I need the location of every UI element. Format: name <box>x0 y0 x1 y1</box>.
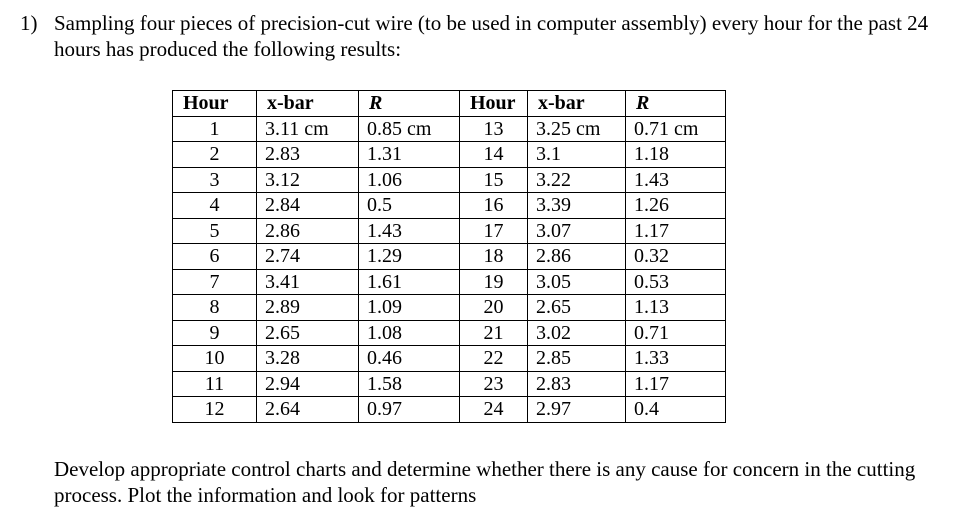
cell-xbar: 2.64 <box>257 397 359 423</box>
cell-r: 1.17 <box>626 371 726 397</box>
cell-r: 1.13 <box>626 295 726 321</box>
table-header-row <box>173 91 726 117</box>
cell-r: 0.32 <box>626 244 726 270</box>
cell-hour: 9 <box>173 320 257 346</box>
cell-hour: 13 <box>460 116 528 142</box>
question-text: Sampling four pieces of precision-cut wire (to be used in computer assembly) every hour for the past 24 hours has produced the following results: <box>54 11 929 61</box>
cell-hour: 1 <box>173 116 257 142</box>
cell-xbar: 2.94 <box>257 371 359 397</box>
cell-hour: 6 <box>173 244 257 270</box>
table-row <box>173 193 726 219</box>
cell-xbar: 3.12 <box>257 167 359 193</box>
cell-xbar: 3.39 <box>528 193 626 219</box>
cell-xbar: 3.25 cm <box>528 116 626 142</box>
cell-hour: 7 <box>173 269 257 295</box>
cell-xbar: 2.65 <box>528 295 626 321</box>
cell-hour: 24 <box>460 397 528 423</box>
cell-r: 1.61 <box>359 269 460 295</box>
cell-xbar: 3.11 cm <box>257 116 359 142</box>
cell-hour: 21 <box>460 320 528 346</box>
cell-xbar: 2.97 <box>528 397 626 423</box>
cell-r: 1.09 <box>359 295 460 321</box>
cell-hour: 10 <box>173 346 257 372</box>
cell-hour: 3 <box>173 167 257 193</box>
table-row <box>173 346 726 372</box>
table-row <box>173 218 726 244</box>
header-r-right: R <box>626 91 726 117</box>
table-body <box>173 116 726 422</box>
cell-hour: 5 <box>173 218 257 244</box>
header-r-left: R <box>359 91 460 117</box>
data-table <box>172 90 726 423</box>
cell-r: 1.43 <box>626 167 726 193</box>
table-row <box>173 167 726 193</box>
cell-hour: 2 <box>173 142 257 168</box>
table-row <box>173 295 726 321</box>
cell-r: 1.58 <box>359 371 460 397</box>
cell-r: 0.53 <box>626 269 726 295</box>
cell-xbar: 2.83 <box>257 142 359 168</box>
cell-r: 1.17 <box>626 218 726 244</box>
table-row <box>173 269 726 295</box>
cell-hour: 19 <box>460 269 528 295</box>
cell-hour: 15 <box>460 167 528 193</box>
footer-text: Develop appropriate control charts and determine whether there is any cause for concern in the cutting process. Plot the information and look for patterns <box>54 457 916 507</box>
cell-r: 0.5 <box>359 193 460 219</box>
cell-r: 1.43 <box>359 218 460 244</box>
table-row <box>173 244 726 270</box>
cell-xbar: 2.65 <box>257 320 359 346</box>
table-row <box>173 397 726 423</box>
cell-xbar: 2.86 <box>528 244 626 270</box>
question-number: 1) <box>20 11 38 35</box>
cell-hour: 12 <box>173 397 257 423</box>
cell-hour: 16 <box>460 193 528 219</box>
table-row <box>173 142 726 168</box>
cell-r: 0.71 <box>626 320 726 346</box>
cell-xbar: 3.22 <box>528 167 626 193</box>
cell-r: 1.29 <box>359 244 460 270</box>
cell-r: 0.4 <box>626 397 726 423</box>
cell-hour: 4 <box>173 193 257 219</box>
cell-xbar: 2.85 <box>528 346 626 372</box>
cell-xbar: 2.74 <box>257 244 359 270</box>
header-hour-left: Hour <box>173 91 257 117</box>
cell-r: 0.71 cm <box>626 116 726 142</box>
header-xbar-right: x-bar <box>528 91 626 117</box>
cell-hour: 18 <box>460 244 528 270</box>
header-hour-right: Hour <box>460 91 528 117</box>
cell-r: 1.26 <box>626 193 726 219</box>
cell-r: 1.33 <box>626 346 726 372</box>
cell-r: 0.46 <box>359 346 460 372</box>
cell-xbar: 3.07 <box>528 218 626 244</box>
cell-hour: 22 <box>460 346 528 372</box>
cell-r: 1.31 <box>359 142 460 168</box>
cell-xbar: 2.89 <box>257 295 359 321</box>
cell-hour: 17 <box>460 218 528 244</box>
cell-r: 1.08 <box>359 320 460 346</box>
cell-xbar: 3.05 <box>528 269 626 295</box>
table-row <box>173 371 726 397</box>
cell-hour: 8 <box>173 295 257 321</box>
table-row <box>173 116 726 142</box>
cell-xbar: 3.41 <box>257 269 359 295</box>
cell-xbar: 2.84 <box>257 193 359 219</box>
cell-r: 1.06 <box>359 167 460 193</box>
cell-hour: 23 <box>460 371 528 397</box>
cell-xbar: 2.83 <box>528 371 626 397</box>
cell-r: 0.85 cm <box>359 116 460 142</box>
cell-xbar: 3.1 <box>528 142 626 168</box>
cell-r: 1.18 <box>626 142 726 168</box>
cell-hour: 11 <box>173 371 257 397</box>
cell-hour: 20 <box>460 295 528 321</box>
header-xbar-left: x-bar <box>257 91 359 117</box>
cell-xbar: 3.28 <box>257 346 359 372</box>
cell-xbar: 3.02 <box>528 320 626 346</box>
table-row <box>173 320 726 346</box>
cell-hour: 14 <box>460 142 528 168</box>
cell-xbar: 2.86 <box>257 218 359 244</box>
cell-r: 0.97 <box>359 397 460 423</box>
